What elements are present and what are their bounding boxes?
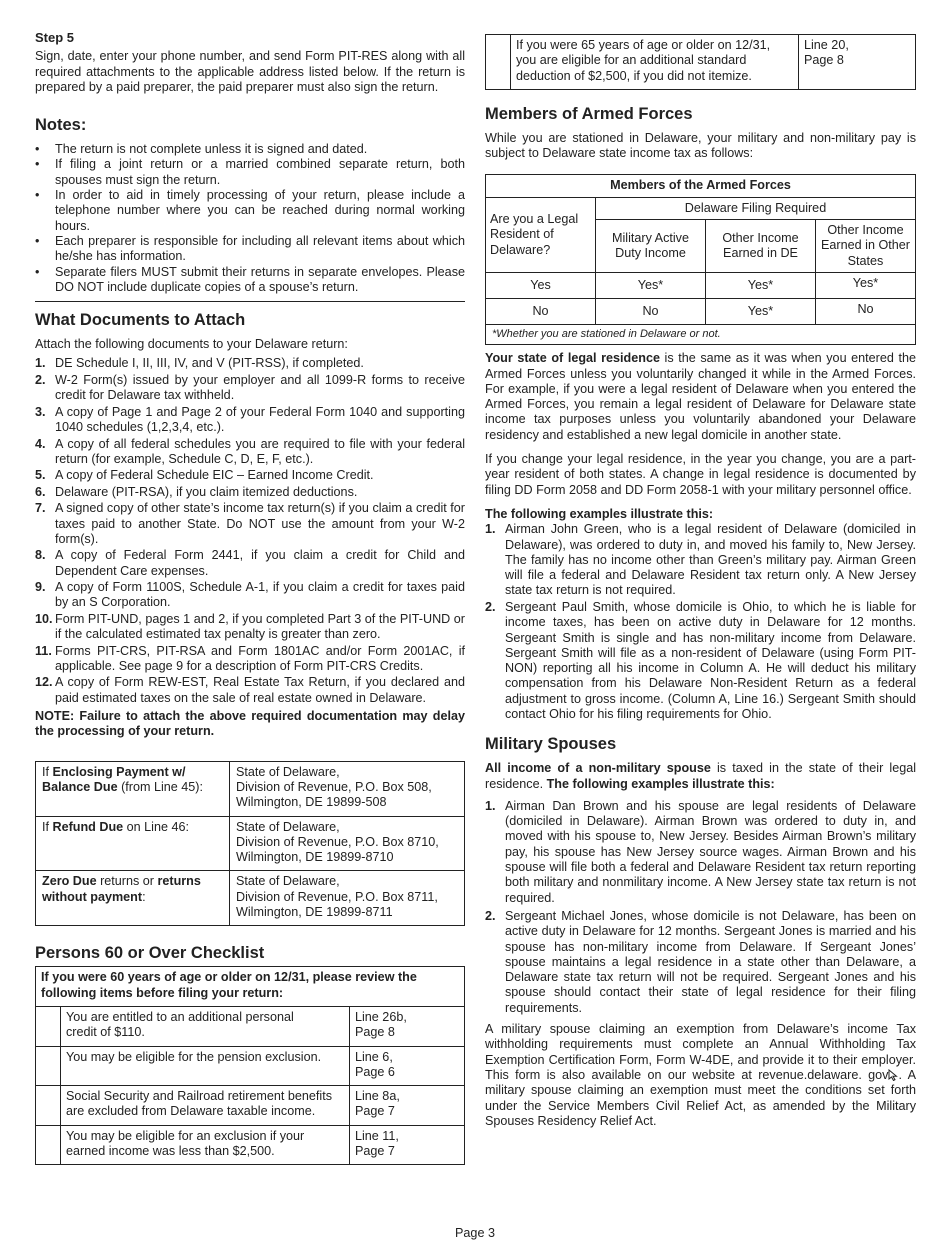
checklist-heading: Persons 60 or Over Checklist bbox=[35, 944, 265, 963]
checklist-reference: Line 11, Page 7 bbox=[350, 1125, 465, 1165]
checkbox[interactable] bbox=[36, 1125, 61, 1165]
address-condition: If Enclosing Payment w/ Balance Due (from Line 45): bbox=[36, 761, 230, 816]
examples-heading: The following examples illustrate this: bbox=[485, 506, 714, 521]
right-column bbox=[485, 34, 916, 1129]
legal-residence-paragraph: Your state of legal residence is the same as it was when you entered the Armed Forces unless you voluntarily changed it while in the Armed Forces. For example, if you were a legal resident of Delaware when you entered the Armed Forces, you remain a legal resident of Delaware for Delaware state income tax purposes unless you voluntarily abandoned your Delaware residency and established a new legal domicile in another state. bbox=[485, 351, 916, 442]
address-value: State of Delaware, Division of Revenue, P.O. Box 8711, Wilmington, DE 19899-8711 bbox=[230, 871, 465, 926]
list-item: 12. A copy of Form REW-EST, Real Estate Tax Return, if you declared and paid estimated taxes on the sale of real estate owned in Delaware. bbox=[35, 675, 465, 705]
withholding-paragraph: A military spouse claiming an exemption from Delaware’s income Tax withholding requirements must complete an Annual Withholding Tax Exemption Certification Form, Form W-4DE, and provide it to their employer. This form is also available on our website at revenue.delaware. gov . A military spouse claiming an exemption must meet the conditions set forth under the Service Members Civil Relief Act, as amended by the Military Spouses Residency Relief Act. bbox=[485, 1022, 916, 1128]
address-value: State of Delaware, Division of Revenue, P.O. Box 8710, Wilmington, DE 19899-8710 bbox=[230, 816, 465, 871]
list-item: 9. A copy of Form 1100S, Schedule A-1, if you claim a credit for taxes paid by an S Corporation. bbox=[35, 580, 465, 610]
list-item: • The return is not complete unless it is signed and dated. bbox=[35, 142, 368, 157]
checklist-table bbox=[35, 966, 465, 1165]
armed-forces-heading: Members of Armed Forces bbox=[485, 104, 693, 123]
table-title: Members of the Armed Forces bbox=[486, 175, 916, 197]
bullet-icon: • bbox=[35, 142, 40, 157]
address-condition: Zero Due returns or returns without payment: bbox=[36, 871, 230, 926]
checklist-item: You are entitled to an additional personal credit of $110. bbox=[61, 1006, 350, 1046]
bullet-icon: • bbox=[35, 157, 40, 172]
bullet-icon: • bbox=[35, 233, 40, 248]
table-row bbox=[486, 272, 916, 298]
table-cell: Yes* bbox=[706, 272, 816, 298]
column-header: Military Active Duty Income bbox=[596, 220, 706, 273]
checkbox[interactable] bbox=[36, 1006, 61, 1046]
list-item: 10. Form PIT-UND, pages 1 and 2, if you completed Part 3 of the PIT-UND or if the calculated estimated tax penalty is greater than zero. bbox=[35, 611, 465, 642]
table-cell: Yes* bbox=[596, 272, 706, 298]
mailing-address-table bbox=[35, 761, 465, 927]
notes-heading: Notes: bbox=[35, 116, 87, 135]
left-column bbox=[35, 30, 465, 1165]
table-row bbox=[486, 298, 916, 324]
list-item: 2. W-2 Form(s) issued by your employer and all 1099-R forms to receive credit for Delaware tax withheld. bbox=[35, 372, 465, 403]
armed-examples-list bbox=[485, 522, 916, 722]
section-divider bbox=[35, 301, 465, 302]
table-cell: Yes bbox=[486, 272, 596, 298]
checklist-item: You may be eligible for an exclusion if your earned income was less than $2,500. bbox=[61, 1125, 350, 1165]
list-item: • Each preparer is responsible for including all relevant items about which he/she has information. bbox=[35, 233, 465, 264]
list-item: • Separate filers MUST submit their returns in separate envelopes. Please DO NOT include duplicate copies of a spouse’s return. bbox=[35, 264, 465, 294]
checklist-item: Social Security and Railroad retirement benefits are excluded from Delaware taxable income. bbox=[61, 1086, 350, 1126]
documents-intro: Attach the following documents to your Delaware return: bbox=[35, 337, 348, 352]
documents-list bbox=[35, 356, 465, 706]
list-item: • If filing a joint return or a married combined separate return, both spouses must sign the return. bbox=[35, 157, 465, 187]
table-row bbox=[36, 871, 465, 926]
table-row bbox=[36, 1006, 465, 1046]
armed-forces-table bbox=[485, 174, 916, 345]
page-number: Page 3 bbox=[455, 1226, 495, 1240]
table-footnote: *Whether you are stationed in Delaware or not. bbox=[486, 324, 916, 344]
table-row bbox=[36, 1046, 465, 1086]
list-item: 4. A copy of all federal schedules you are required to file with your federal return (for example, Schedule C, D, E, F, etc.). bbox=[35, 436, 465, 466]
spouses-intro: All income of a non-military spouse is taxed in the state of their legal residence. The following examples illustrate this: bbox=[485, 761, 917, 791]
list-item: 2. Sergeant Paul Smith, whose domicile is Ohio, to which he is liable for income taxes, has been on active duty in Delaware for 12 months. Sergeant Smith is single and has non-military income from Delaware. Sergeant Smith will file as a non-resident of Delaware (using Form PIT-NON) reporting all his income in Column A. He will deduct his military compensation from his Delaware Non-Resident Return as a federal adjustment to gross income. (Column A, Line 16.) Sergeant Smith should contact Ohio for his filing requirements for Ohio. bbox=[485, 599, 916, 721]
step5-heading: Step 5 bbox=[35, 30, 75, 45]
checklist-reference: Line 6, Page 6 bbox=[350, 1046, 465, 1086]
list-item: 2. Sergeant Michael Jones, whose domicile is not Delaware, has been on active duty in Delaware for 12 months. Sergeant Jones is married and his spouse has non-military income from Delaware. If Sergeant Jones’ spouse maintains a legal residence in a state other than Delaware, a Delaware state tax return will not be required. Sergeant Jones and his spouse should contact their state of legal residence for their filing requirements. bbox=[485, 908, 916, 1015]
table-cell: No bbox=[596, 298, 706, 324]
list-item: 1. Airman Dan Brown and his spouse are legal residents of Delaware (domiciled in Delaware). Airman Brown was ordered to duty in, and moved with his spouse to, New Jersey. Besides Airman Brown’s military pay, his spouse has New Jersey source wages. Airman Brown and his spouse will file both a federal and Delaware Resident tax return reporting both military and nonmilitary income. A New Jersey state tax return is not required. bbox=[485, 798, 916, 905]
table-cell: No bbox=[486, 298, 596, 324]
address-value: State of Delaware, Division of Revenue, P.O. Box 508, Wilmington, DE 19899-508 bbox=[230, 761, 465, 816]
list-item: 5. A copy of Federal Schedule EIC – Earned Income Credit. bbox=[35, 468, 374, 483]
column-header: Other Income Earned in Other States bbox=[816, 220, 916, 273]
address-condition: If Refund Due on Line 46: bbox=[36, 816, 230, 871]
table-cell: Yes* bbox=[706, 298, 816, 324]
military-spouses-heading: Military Spouses bbox=[485, 735, 617, 754]
table-row bbox=[486, 175, 916, 197]
table-row bbox=[36, 967, 465, 1007]
residence-change-paragraph: If you change your legal residence, in the year you change, you are a part-year resident of both states. A change in legal residence is documented by filing DD Form 2058 and DD Form 2058-1 with your military personnel office. bbox=[485, 452, 916, 497]
checklist-item: If you were 65 years of age or older on 12/31, you are eligible for an additional standard deduction of $2,500, if you did not itemize. bbox=[511, 35, 799, 90]
table-row bbox=[36, 761, 465, 816]
armed-forces-intro: While you are stationed in Delaware, your military and non-military pay is subject to Delaware state income tax as follows: bbox=[485, 130, 916, 161]
row-header: Are you a Legal Resident of Delaware? bbox=[486, 197, 596, 272]
bullet-icon: • bbox=[35, 264, 40, 279]
list-item: 6. Delaware (PIT-RSA), if you claim itemized deductions. bbox=[35, 484, 358, 499]
list-item: 11. Forms PIT-CRS, PIT-RSA and Form 1801AC and/or Form 2001AC, if applicable. See page 9 for a description of Form PIT-CRS Credits. bbox=[35, 643, 465, 673]
list-item: 1. Airman John Green, who is a legal resident of Delaware (domiciled in Delaware), was ordered to duty in, and moved his family to, New Jersey. The family has no income other than Green’s military pay. Airman Green will file a federal and Delaware Resident tax return only. A New Jersey state tax return is not required. bbox=[485, 522, 916, 598]
table-row bbox=[486, 197, 916, 219]
table-cell: Yes* bbox=[816, 272, 916, 298]
table-row bbox=[36, 1086, 465, 1126]
table-row bbox=[486, 35, 916, 90]
list-item: 7. A signed copy of other state’s income tax return(s) if you claim a credit for taxes paid to another State. Do NOT use the amount from your W-2 form(s). bbox=[35, 501, 465, 546]
list-item: 3. A copy of Page 1 and Page 2 of your Federal Form 1040 and supporting 1040 schedules (1,2,3,4, etc.). bbox=[35, 404, 465, 435]
table-row bbox=[36, 816, 465, 871]
mouse-pointer-icon bbox=[888, 1069, 898, 1081]
step5-text: Sign, date, enter your phone number, and send Form PIT-RES along with all required attachments to the applicable address listed below. If the return is prepared by a paid preparer, the paid preparer must also sign the return. bbox=[35, 49, 465, 94]
checkbox[interactable] bbox=[36, 1046, 61, 1086]
checkbox[interactable] bbox=[486, 35, 511, 90]
table-row bbox=[486, 324, 916, 344]
column-group-header: Delaware Filing Required bbox=[596, 197, 916, 219]
list-item: 1. DE Schedule I, II, III, IV, and V (PIT-RSS), if completed. bbox=[35, 356, 364, 371]
checkbox[interactable] bbox=[36, 1086, 61, 1126]
documents-note: NOTE: Failure to attach the above required documentation may delay the processing of your return. bbox=[35, 709, 465, 739]
table-cell: No bbox=[816, 298, 916, 324]
spouses-examples-list bbox=[485, 799, 916, 1016]
list-item: 8. A copy of Federal Form 2441, if you claim a credit for Child and Dependent Care expenses. bbox=[35, 548, 465, 578]
checklist-reference: Line 20, Page 8 bbox=[799, 35, 916, 90]
column-header: Other Income Earned in DE bbox=[706, 220, 816, 273]
table-row bbox=[36, 1125, 465, 1165]
checklist-intro: If you were 60 years of age or older on 12/31, please review the following items before filing your return: bbox=[36, 967, 465, 1007]
checklist-reference: Line 8a, Page 7 bbox=[350, 1086, 465, 1126]
bullet-icon: • bbox=[35, 188, 40, 203]
documents-heading: What Documents to Attach bbox=[35, 311, 246, 330]
list-item: • In order to aid in timely processing of your return, please include a telephone number where you can be reached during normal working hours. bbox=[35, 188, 465, 233]
checklist-reference: Line 26b, Page 8 bbox=[350, 1006, 465, 1046]
checklist-continued-table bbox=[485, 34, 916, 90]
checklist-item: You may be eligible for the pension exclusion. bbox=[61, 1046, 350, 1086]
notes-list bbox=[35, 142, 465, 295]
